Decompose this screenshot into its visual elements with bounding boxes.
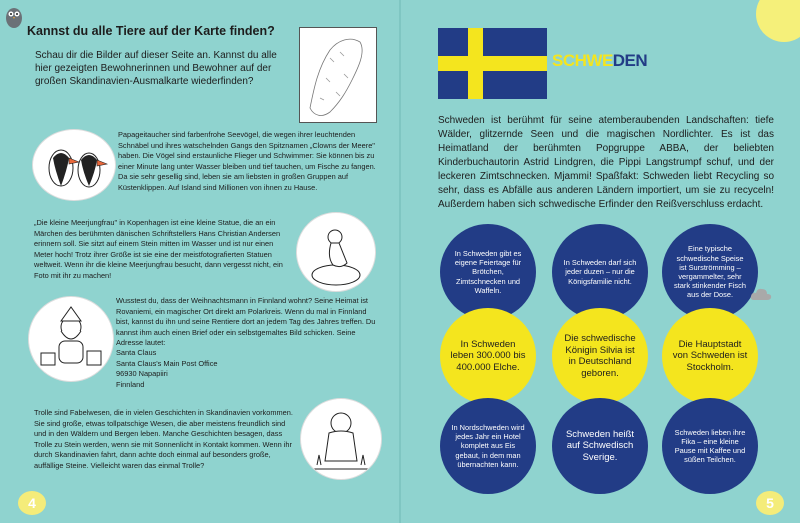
intro-text: Schau dir die Bilder auf dieser Seite an. Kannst du alle hier gezeigten Bewohnerinnen und Bewohner auf der großen Skandinavien-Ausmalkarte wiederfinden? <box>35 50 277 87</box>
fact-bubble: Die schwedische Königin Silvia ist in Deutschland geboren. <box>552 308 648 404</box>
sweden-flag-icon <box>438 28 547 99</box>
santa-address <box>116 348 316 390</box>
page-number-left: 4 <box>18 491 46 515</box>
address-line: Santa Claus <box>116 348 157 357</box>
cloud-icon <box>750 286 772 302</box>
troll-text: Trolle sind Fabelwesen, die in vielen Geschichten in Skandinavien vorkommen. Sie sind große, etwas tollpatschige Wesen, die aber meistens freundlich sind und in den Wäldern und Bergen leben. Manche Geschichten besagen, dass Trolle zu Stein werden, wenn sie mit Sonnenlicht in Kontakt kommen. Wenn ihr durch Skandinavien fahrt, dann achte doch einmal auf besonders große, auffällige Steine. Vielleicht waren das einmal Trolle? <box>34 408 293 470</box>
santa-text: Wusstest du, dass der Weihnachtsmann in Finnland wohnt? Seine Heimat ist Rovaniemi, ein magischer Ort direkt am Polarkreis. Wenn du mal in Finnland bist, kannst du ihn und seine Rentiere dort an jedem Tag des Jahres treffen. Du kannst ihm auch einen Brief oder ein selbstgemaltes Bild schicken. Seine Adresse lautet: <box>116 296 376 348</box>
country-label-part-1: SCHWE <box>552 51 613 70</box>
sun-decoration <box>756 0 800 42</box>
fact-bubble: In Nordschweden wird jedes Jahr ein Hotel komplett aus Eis gebaut, in dem man übernachten kann. <box>440 398 536 494</box>
page-title: Kannst du alle Tiere auf der Karte finden? <box>27 24 275 38</box>
address-line: Finnland <box>116 379 145 389</box>
owl-icon <box>3 3 25 29</box>
fact-bubble: Schweden heißt auf Schwedisch Sverige. <box>552 398 648 494</box>
santa-illustration <box>28 296 114 382</box>
scandinavia-map-thumbnail <box>299 27 377 123</box>
country-label <box>552 51 647 71</box>
mermaid-text: „Die kleine Meerjungfrau" in Kopenhagen ist eine kleine Statue, die an ein Märchen des berühmten dänischen Schriftstellers Hans Christian Andersen erinnern soll. Sie sitzt auf einem Stein mitten im Wasser und ist nur einen Meter hoch! Trotz ihrer Größe ist sie eine der meistfotografierten Statuen weltweit. Wenn ihr die kleine Meerjungfrau besucht, dann vergesst nicht, ein Foto mit ihr zu machen! <box>34 218 283 280</box>
mermaid-illustration <box>296 212 376 292</box>
right-page <box>400 0 800 523</box>
country-label-part-2: DEN <box>612 51 648 70</box>
sweden-description: Schweden ist berühmt für seine atemberaubenden Landschaften: tiefe Wälder, glitzernde Seen und die magischen Nordlichter. Es ist das Heimatland der berühmten Popgruppe ABBA, der beliebten Kinderbuchautorin Astrid Lindgren, die Pippi Langstrumpf schuf, und der leckeren Zimtschnecken. Mjammi! Spaßfakt: Schweden liebt Recycling so sehr, dass es Abfälle aus anderen Ländern importiert, um sie zu recyceln! Außerdem haben sich schwedische Erfinder den Reißverschluss erdacht. <box>438 115 774 210</box>
troll-illustration <box>300 398 382 480</box>
fact-bubble: Schweden lieben ihre Fika – eine kleine Pause mit Kaffee und süßen Teilchen. <box>662 398 758 494</box>
fact-bubble: In Schweden leben 300.000 bis 400.000 Elche. <box>440 308 536 404</box>
puffin-illustration <box>32 129 116 201</box>
address-line: Santa Claus's Main Post Office <box>116 358 218 368</box>
fact-bubble: Die Hauptstadt von Schweden ist Stockholm. <box>662 308 758 404</box>
fact-bubble: In Schweden darf sich jeder duzen – nur die Königsfamilie nicht. <box>552 224 648 320</box>
fact-bubble: In Schweden gibt es eigene Feiertage für Brötchen, Zimtschnecken und Waffeln. <box>440 224 536 320</box>
puffin-text: Papageitaucher sind farbenfrohe Seevögel, die wegen ihrer leuchtenden Schnäbel und ihres watschelnden Gangs den Spitznamen „Clowns der Meere" haben. Die Vögel sind erstaunliche Flieger und Schwimmer: Sie können bis zu einer Minute lang unter Wasser bleiben und tief tauchen, um Fische zu fangen. Da sie sehr gesellig sind, leben sie am liebsten in großen Gruppen auf Küstenklippen. Auf Island sind Millionen von ihnen zu Hause. <box>118 130 376 192</box>
address-line: 96930 Napapiiri <box>116 369 168 379</box>
fact-bubble: Eine typische schwedische Speise ist Surströmming – vergammelter, sehr stark stinkender Fisch aus der Dose. <box>662 224 758 320</box>
page-number-right: 5 <box>756 491 784 515</box>
